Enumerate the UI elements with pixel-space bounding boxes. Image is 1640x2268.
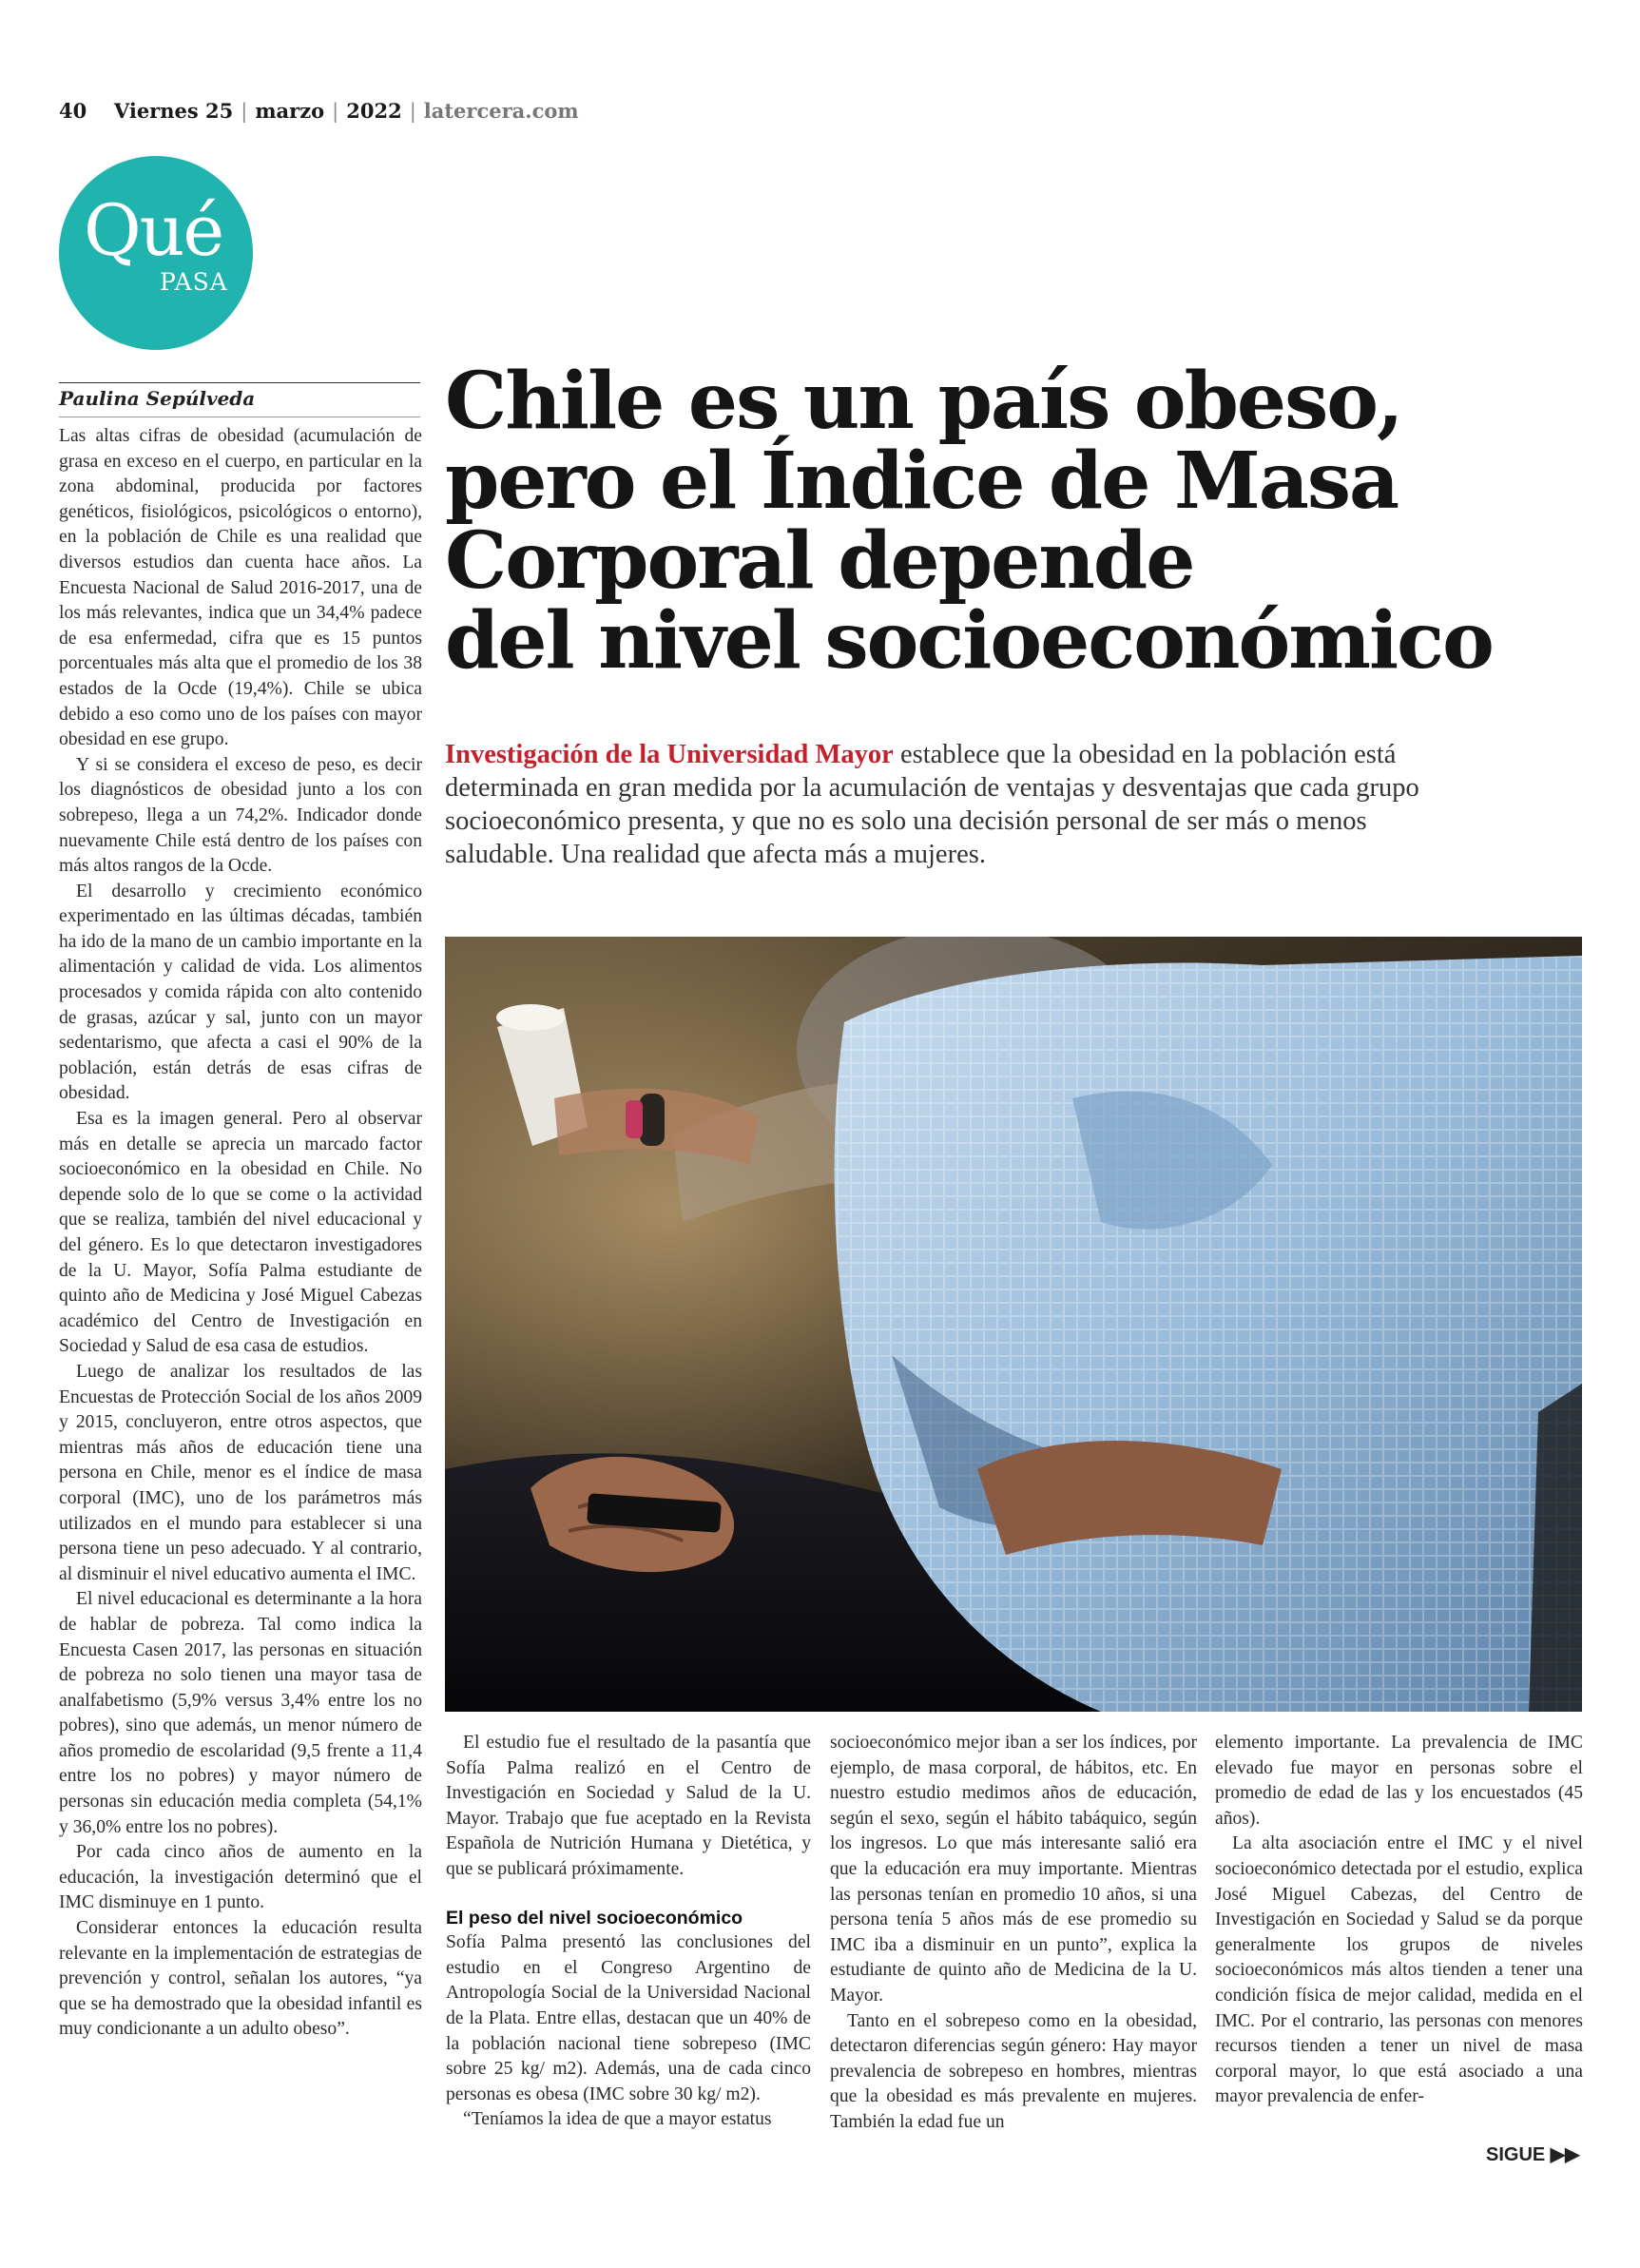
article-column-4 <box>1215 1731 1583 2110</box>
title-line: pero el Índice de Masa <box>445 436 1399 527</box>
paragraph: Luego de analizar los resultados de las Encuestas de Protección Social de los años 2009 y 2015, concluyeron, entre otros aspectos, que mientras más años de educación tiene una persona en Chile, menor es el índice de masa corporal (IMC), uno de los parámetros más utilizados en el mundo para establecer si una persona tiene un peso adecuado. Y al contrario, al disminuir el nivel educativo aumenta el IMC. <box>59 1361 422 1584</box>
deck-highlight: Investigación de la Universidad Mayor <box>445 740 894 769</box>
header-day: Viernes 25 <box>113 99 234 123</box>
article-column-1 <box>59 424 422 2043</box>
paragraph: La alta asociación entre el IMC y el nivel socioeconómico detectada por el estudio, explica José Miguel Cabezas, del Centro de Investigación en Sociedad y Salud se da porque generalmente los grupos de niveles socioeconómicos más altos tienden a tener una condición física de mejor calidad, medida en el IMC. Por el contrario, las personas con menores recursos tienden a tener un nivel de masa corporal mayor, lo que está asociado a una mayor prevalencia de enfer- <box>1215 1833 1583 2107</box>
page-number: 40 <box>59 99 87 123</box>
byline: Paulina Sepúlveda <box>59 387 256 410</box>
article-deck <box>445 738 1434 871</box>
title-line: Chile es un país obeso, <box>445 356 1402 447</box>
article-title <box>445 356 1586 687</box>
paragraph: Las altas cifras de obesidad (acumulación de grasa en exceso en el cuerpo, en particular en la zona abdominal, producida por factores genéticos, fisiológicos, psicológicos o entorno), en la población de Chile es una realidad que diversos estudios dan cuenta hace años. La Encuesta Nacional de Salud 2016-2017, una de los más relevantes, indica que un 34,4% padece de esa enfermedad, cifra que es 15 puntos porcentuales más alta que el promedio de los 38 estados de la Ocde (19,4%). Chile se ubica debido a eso como uno de los países con mayor obesidad en ese grupo. <box>59 426 422 750</box>
section-logo-sub: PASA <box>160 268 228 296</box>
paragraph: Sofía Palma presentó las conclusiones del estudio en el Congreso Argentino de Antropología Social de la Universidad Nacional de la Plata. Entre ellas, destacan que un 40% de la población nacional tiene sobrepeso (IMC sobre 25 kg/ m2). Además, una de cada cinco personas es obesa (IMC sobre 30 kg/ m2). <box>446 1932 811 2104</box>
photo-obese-man-icon <box>445 937 1582 1712</box>
paragraph: Y si se considera el exceso de peso, es decir los diagnósticos de obesidad junto a los con sobrepeso, llega a un 74,2%. Indicador donde nuevamente Chile está dentro de los países con más altos rangos de la Ocde. <box>59 754 422 877</box>
article-column-3 <box>830 1731 1197 2136</box>
paragraph: Considerar entonces la educación resulta relevante en la implementación de estrategias de prevención y control, señalan los autores, “ya que se ha demostrado que la obesidad infantil es muy condicionante a un adulto obeso”. <box>59 1918 422 2040</box>
header-site[interactable]: latercera.com <box>423 99 579 123</box>
header-year: 2022 <box>346 99 402 123</box>
paragraph: Tanto en el sobrepeso como en la obesidad, detectaron diferencias según género: Hay mayor prevalencia de sobrepeso en hombres, mientras que la obesidad es más prevalente en mujeres. También la edad fue un <box>830 2010 1197 2132</box>
paragraph: “Teníamos la idea de que a mayor estatus <box>463 2109 772 2130</box>
article-photo <box>445 937 1582 1712</box>
page-header: 40 Viernes 25 | marzo | 2022 | latercera.com <box>59 99 579 123</box>
title-line: del nivel socioeconómico <box>445 595 1493 687</box>
deck-text: establece que la obesidad en la población está determinada en gran medida por la acumulación de ventajas y desventajas que cada grupo socioeconómico presenta, y que no es solo una decisión personal de ser más o menos saludable. Una realidad que afecta más a mujeres. <box>445 740 1419 869</box>
section-logo-main: Qué <box>84 190 223 272</box>
paragraph: socioeconómico mejor iban a ser los índices, por ejemplo, de masa corporal, de hábitos, etc. En nuestro estudio medimos años de educación, según el sexo, según el hábito tabáquico, según los ingresos. Lo que más interesante salió era que la educación era muy importante. Mientras las personas tenían en promedio 10 años, si una persona tenía 5 años más de ese promedio su IMC iba a disminuir en un punto”, explica la estudiante de quinto año de Medicina de la U. Mayor. <box>830 1733 1197 2006</box>
paragraph: El desarrollo y crecimiento económico experimentado en las últimas décadas, también ha ido de la mano de un cambio importante en la alimentación y calidad de vida. Los alimentos procesados y comida rápida con alto contenido de grasas, azúcar y sal, junto con un mayor sedentarismo, que afecta a casi el 90% de la población, están detrás de esas cifras de obesidad. <box>59 881 422 1104</box>
header-month: marzo <box>255 99 325 123</box>
title-line: Corporal depende <box>445 515 1194 607</box>
paragraph: elemento importante. La prevalencia de IMC elevado fue mayor en personas sobre el promedio de edad de las y los encuestados (45 años). <box>1215 1733 1583 1829</box>
paragraph: Por cada cinco años de aumento en la educación, la investigación determinó que el IMC disminuye en 1 punto. <box>59 1842 422 1913</box>
paragraph: El nivel educacional es determinante a la hora de hablar de pobreza. Tal como indica la Encuesta Casen 2017, las personas en situación de pobreza no solo tienen una mayor tasa de analfabetismo (5,9% versus 3,4% entre los no pobres), sino que además, un menor número de años promedio de escolaridad (9,5 frente a 11,4 entre los no pobres) y mayor número de personas sin educación media completa (54,1% y 36,0% entre los no pobres). <box>59 1589 422 1837</box>
paragraph: El estudio fue el resultado de la pasantía que Sofía Palma realizó en el Centro de Investigación en Sociedad y Salud de la U. Mayor. Trabajo que fue aceptado en la Revista Española de Nutrición Humana y Dietética, y que se publicará próximamente. <box>446 1733 811 1879</box>
subheading: El peso del nivel socioeconómico <box>446 1907 743 1929</box>
paragraph: Esa es la imagen general. Pero al observar más en detalle se aprecia un marcado factor socioeconómico en la obesidad en Chile. No depende solo de lo que se come o la actividad que se realiza, también del nivel educacional y del género. Es lo que detectaron investigadores de la U. Mayor, Sofía Palma estudiante de quinto año de Medicina y José Miguel Cabezas académico del Centro de Investigación en Sociedad y Salud de esa casa de estudios. <box>59 1109 422 1357</box>
article-column-2 <box>446 1731 811 2133</box>
byline-rule <box>59 382 420 383</box>
continue-label: SIGUE ▶▶ <box>1486 2144 1580 2165</box>
section-logo <box>59 156 253 350</box>
